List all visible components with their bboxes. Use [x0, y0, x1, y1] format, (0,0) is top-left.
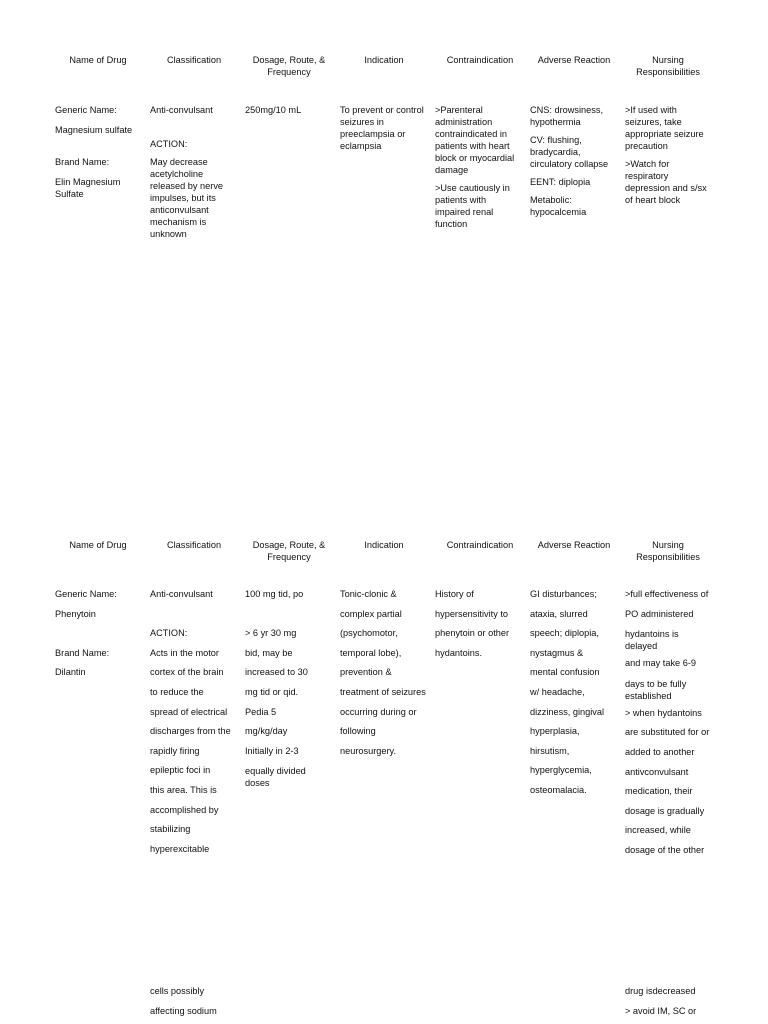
classification-value: Anti-convulsant	[150, 589, 213, 599]
header-contraindication: Contraindication	[446, 540, 514, 550]
brand-name-value: Dilantin	[55, 667, 86, 678]
action-line: affecting sodium	[150, 1005, 217, 1016]
indication-line: occurring during or	[340, 706, 417, 717]
nursing-line: > avoid IM, SC or	[625, 1005, 697, 1016]
drug-name-cell	[55, 585, 145, 683]
indication-cell	[340, 104, 428, 152]
adverse-item: CV: flushing, bradycardia, circulatory collapse	[530, 135, 609, 169]
nursing-line: delayed	[625, 641, 658, 652]
indication-line: treatment of seizures	[340, 686, 426, 697]
adverse-line: GI disturbances;	[530, 589, 597, 599]
dosage-line-spacer	[245, 605, 335, 625]
action-line: accomplished by	[150, 804, 219, 815]
adverse-line: dizziness, gingival	[530, 706, 605, 717]
adverse-line: speech; diplopia,	[530, 628, 599, 639]
header-indication: Indication	[364, 55, 404, 65]
action-line: cells possibly	[150, 986, 205, 996]
header-classification: Classification	[166, 55, 222, 65]
classification-cell	[150, 585, 242, 859]
nursing-line: added to another	[625, 746, 695, 757]
header-adverse-reaction: Adverse Reaction	[537, 55, 611, 65]
dosage-line: Pedia 5	[245, 706, 277, 717]
dosage-cell	[245, 104, 335, 116]
header-nursing-responsibilities: Nursing Responsibilities	[636, 55, 700, 77]
indication-line: (psychomotor,	[340, 628, 398, 639]
action-line: discharges from the	[150, 726, 231, 737]
contraindication-cell	[435, 585, 523, 663]
adverse-reaction-cell	[530, 104, 618, 218]
header-adverse-reaction: Adverse Reaction	[537, 540, 611, 550]
nursing-line: hydantoins is	[625, 629, 679, 640]
dosage-value: 250mg/10 mL	[245, 105, 302, 115]
generic-name-value: Magnesium sulfate	[55, 125, 133, 135]
header-dosage: Dosage, Route, & Frequency	[252, 55, 326, 77]
nursing-item: >Watch for respiratory depression and s/sx of heart block	[625, 159, 707, 205]
action-text: May decrease acetylcholine released by nerve impulses, but its anticonvulsant mechanism is unknown	[150, 157, 224, 239]
nursing-line: > when hydantoins	[625, 707, 702, 718]
nursing-continuation	[625, 982, 717, 1021]
nursing-cell	[625, 585, 717, 861]
action-line: Acts in the motor	[150, 647, 219, 658]
adverse-line: hirsutism,	[530, 745, 570, 756]
nursing-line: increased, while	[625, 825, 691, 836]
nursing-line: are substituted for or	[625, 727, 710, 738]
action-label: ACTION:	[150, 139, 188, 149]
adverse-line: mental confusion	[530, 667, 600, 678]
dosage-line: 100 mg tid, po	[245, 589, 304, 599]
brand-name-label: Brand Name:	[55, 157, 110, 167]
contraindication-cell	[435, 104, 515, 230]
indication-line: complex partial	[340, 608, 402, 619]
adverse-item: EENT: diplopia	[530, 177, 591, 187]
generic-name-label: Generic Name:	[55, 589, 117, 599]
header-name-of-drug: Name of Drug	[69, 540, 127, 550]
action-line: spread of electrical	[150, 706, 228, 717]
header-nursing-responsibilities: Nursing Responsibilities	[636, 540, 700, 562]
contraindication-line: phenytoin or other	[435, 628, 510, 639]
action-line: to reduce the	[150, 686, 204, 697]
action-line: rapidly firing	[150, 745, 200, 756]
header-indication: Indication	[364, 540, 404, 550]
action-line: this area. This is	[150, 784, 217, 795]
adverse-item: Metabolic: hypocalcemia	[530, 195, 587, 217]
nursing-line: established	[625, 690, 672, 701]
indication-line: neurosurgery.	[340, 745, 397, 756]
adverse-line: hyperplasia,	[530, 726, 580, 737]
action-label: ACTION:	[150, 628, 188, 639]
action-line: hyperexcitable	[150, 843, 210, 854]
classification-cell	[150, 104, 240, 240]
brand-name-label: Brand Name:	[55, 647, 110, 658]
dosage-line: mg/kg/day	[245, 726, 288, 737]
nursing-line: drug isdecreased	[625, 986, 696, 996]
nursing-line: >full effectiveness of	[625, 589, 709, 599]
nursing-line: medication, their	[625, 786, 693, 797]
dosage-line: > 6 yr 30 mg	[245, 628, 297, 639]
header-name-of-drug: Name of Drug	[69, 55, 127, 65]
contraindication-item: >Parenteral administration contraindicated in patients with heart block or myocardial damage	[435, 105, 515, 175]
dosage-cell	[245, 585, 335, 789]
indication-line: prevention &	[340, 667, 392, 678]
contraindication-line: History of	[435, 589, 474, 599]
generic-name-value: Phenytoin	[55, 608, 96, 619]
classification-value: Anti-convulsant	[150, 105, 213, 115]
adverse-reaction-cell	[530, 585, 618, 801]
indication-line: following	[340, 726, 376, 737]
dosage-line: bid, may be	[245, 647, 293, 658]
generic-name-label: Generic Name:	[55, 105, 117, 115]
dosage-line: mg tid or qid.	[245, 686, 299, 697]
action-line: cortex of the brain	[150, 667, 224, 678]
dosage-tail: equally divided doses	[245, 766, 306, 789]
indication-line: Tonic-clonic &	[340, 589, 397, 599]
brand-name-value: Elin Magnesium Sulfate	[55, 177, 121, 199]
contraindication-line: hypersensitivity to	[435, 608, 509, 619]
contraindication-item: >Use cautiously in patients with impaired renal function	[435, 183, 510, 229]
nursing-line: antivconvulsant	[625, 766, 689, 777]
header-contraindication: Contraindication	[446, 55, 514, 65]
indication-cell	[340, 585, 432, 761]
adverse-line: nystagmus &	[530, 647, 584, 658]
adverse-line: hyperglycemia,	[530, 765, 592, 776]
nursing-item: >If used with seizures, take appropriate seizure precaution	[625, 105, 704, 151]
contraindication-line: hydantoins.	[435, 647, 482, 658]
adverse-item: CNS: drowsiness, hypothermia	[530, 105, 604, 127]
nursing-line: PO administered	[625, 608, 694, 619]
dosage-line: increased to 30	[245, 667, 308, 678]
nursing-line: dosage is gradually	[625, 805, 705, 816]
drug-name-cell	[55, 104, 145, 200]
indication-value: To prevent or control seizures in preeclampsia or eclampsia	[340, 105, 424, 151]
header-classification: Classification	[166, 540, 222, 550]
adverse-line: w/ headache,	[530, 686, 585, 697]
nursing-cell	[625, 104, 711, 206]
dosage-line: Initially in 2-3	[245, 745, 299, 756]
action-line: epileptic foci in	[150, 765, 211, 776]
action-line: stabilizing	[150, 824, 191, 835]
header-dosage: Dosage, Route, & Frequency	[252, 540, 326, 562]
adverse-line: osteomalacia.	[530, 784, 587, 795]
nursing-line: and may take 6-9	[625, 658, 696, 669]
adverse-line: ataxia, slurred	[530, 608, 588, 619]
indication-line: temporal lobe),	[340, 647, 402, 658]
nursing-line: days to be fully	[625, 678, 687, 689]
nursing-line: dosage of the other	[625, 844, 705, 855]
classification-continuation	[150, 982, 242, 1021]
